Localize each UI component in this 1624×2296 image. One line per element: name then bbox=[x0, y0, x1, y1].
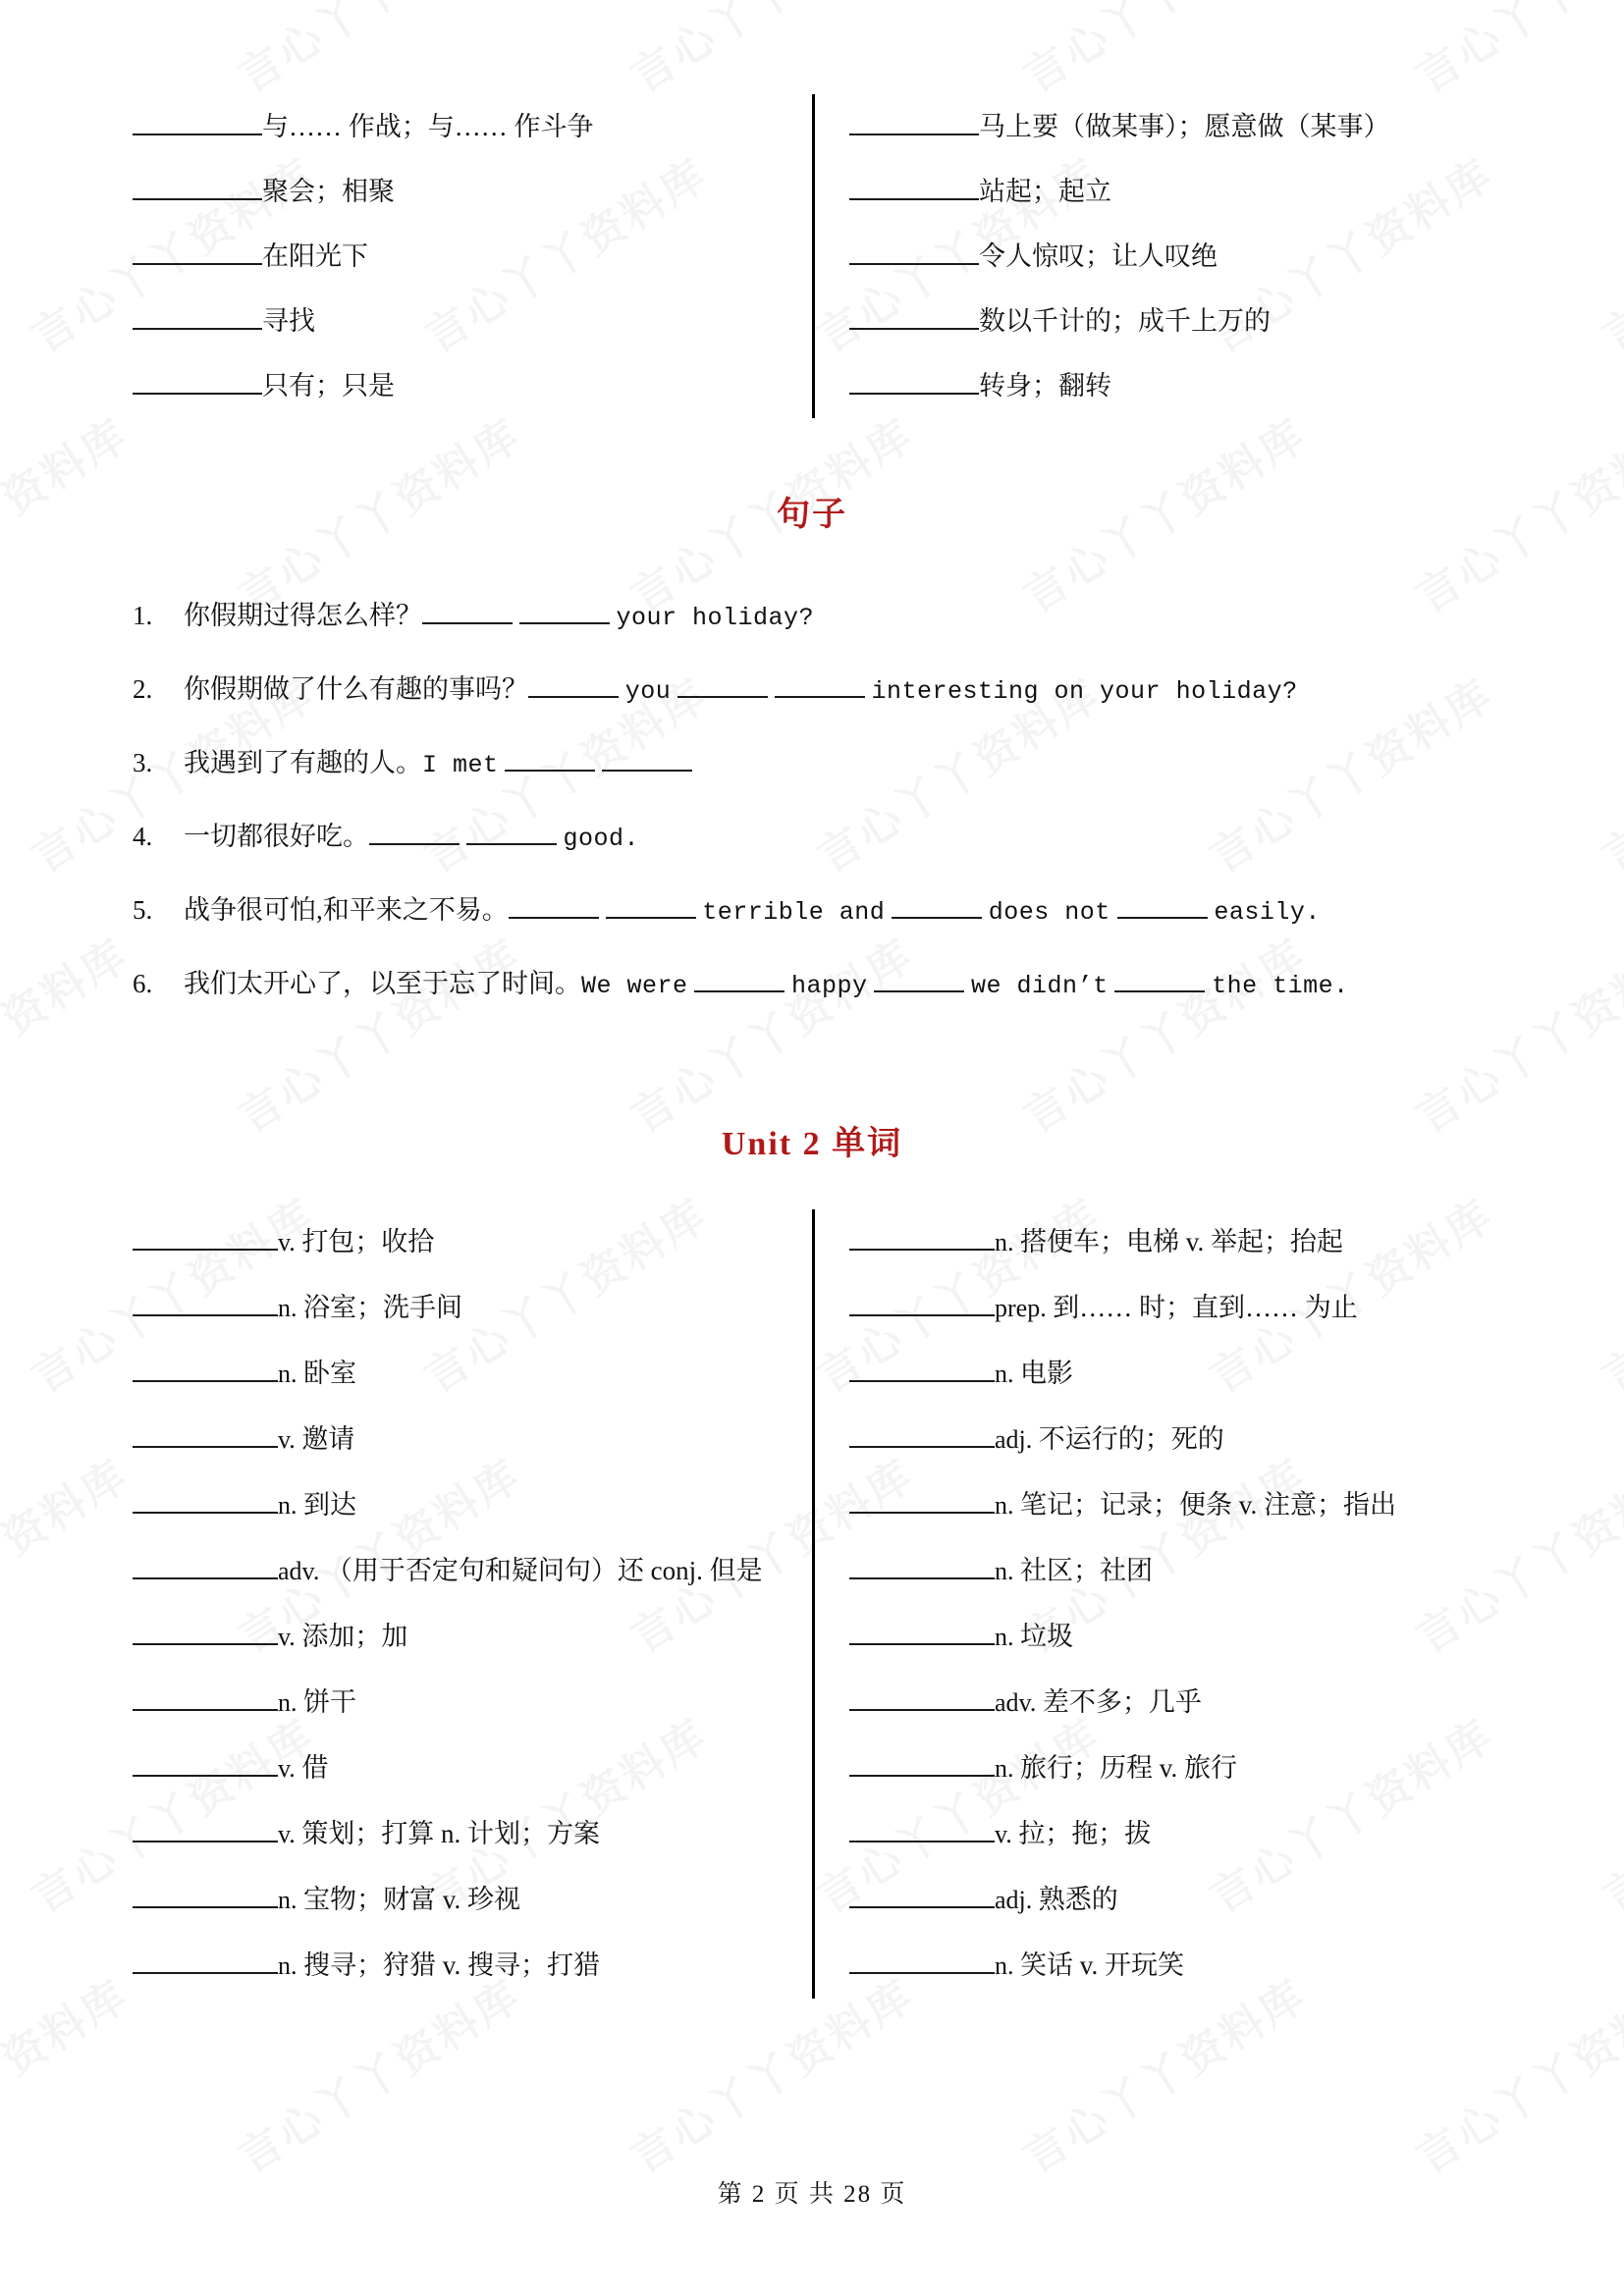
part-of-speech: v. bbox=[278, 1754, 302, 1783]
unit2-section-heading: Unit 2 单词 bbox=[721, 1126, 903, 1162]
answer-blank[interactable] bbox=[602, 743, 692, 772]
sentence-text-en: I met bbox=[422, 751, 499, 779]
answer-blank[interactable] bbox=[677, 669, 768, 698]
sentence-item bbox=[133, 580, 1491, 654]
vocab-entry bbox=[849, 1209, 1491, 1275]
column-divider bbox=[812, 1209, 815, 1999]
top-spacer bbox=[133, 0, 1491, 94]
answer-blank[interactable] bbox=[133, 1222, 278, 1251]
vocab-entry bbox=[849, 1867, 1491, 1933]
answer-blank[interactable] bbox=[133, 1485, 278, 1514]
answer-blank[interactable] bbox=[466, 817, 557, 845]
vocab-entry bbox=[849, 159, 1491, 224]
phrase-column-left bbox=[133, 94, 812, 418]
entry-meaning: 笔记；记录；便条 v. 注意；指出 bbox=[1020, 1490, 1396, 1520]
answer-blank[interactable] bbox=[133, 1814, 278, 1842]
vocab-entry bbox=[133, 1670, 783, 1735]
sentence-text-cn: 一切都很好吃。 bbox=[184, 822, 369, 851]
sentence-number: 3. bbox=[133, 748, 153, 777]
vocab-entry bbox=[849, 1801, 1491, 1867]
vocab-entry bbox=[849, 1472, 1491, 1538]
vocab-entry bbox=[849, 1341, 1491, 1407]
sentence-body bbox=[184, 727, 1491, 801]
entry-meaning: 添加；加 bbox=[301, 1622, 408, 1651]
answer-blank[interactable] bbox=[133, 1748, 278, 1777]
answer-blank[interactable] bbox=[133, 1617, 278, 1645]
part-of-speech: n. bbox=[278, 1491, 303, 1520]
part-of-speech: n. bbox=[995, 1228, 1020, 1256]
answer-blank[interactable] bbox=[849, 1814, 995, 1842]
sentence-text-cn: 我们太开心了，以至于忘了时间。 bbox=[184, 969, 581, 998]
answer-blank[interactable] bbox=[133, 366, 262, 395]
entry-meaning: 卧室 bbox=[303, 1359, 356, 1388]
vocab-entry bbox=[133, 1341, 783, 1407]
vocab-entry bbox=[133, 1407, 783, 1472]
part-of-speech: n. bbox=[278, 1294, 303, 1322]
vocab-entry bbox=[133, 353, 783, 418]
vocab-entry bbox=[133, 1867, 783, 1933]
entry-meaning: 马上要（做某事）；愿意做（某事） bbox=[979, 112, 1390, 141]
sentence-list bbox=[133, 580, 1491, 1022]
phrase-section bbox=[133, 94, 1491, 418]
answer-blank[interactable] bbox=[849, 1419, 995, 1448]
unit2-word-section bbox=[133, 1209, 1491, 1999]
vocab-entry bbox=[133, 289, 783, 353]
part-of-speech: adj. bbox=[995, 1886, 1039, 1914]
entry-meaning: 熟悉的 bbox=[1038, 1885, 1118, 1914]
entry-meaning: 宝物；财富 v. 珍视 bbox=[303, 1885, 520, 1914]
answer-blank[interactable] bbox=[133, 1880, 278, 1908]
answer-blank[interactable] bbox=[849, 1682, 995, 1711]
unit2-column-right bbox=[812, 1209, 1491, 1999]
entry-meaning: 浴室；洗手间 bbox=[303, 1293, 462, 1322]
sentence-number: 4. bbox=[133, 822, 153, 851]
entry-meaning: （用于否定句和疑问句）还 conj. 但是 bbox=[325, 1556, 763, 1585]
sentence-text-en: interesting on your holiday? bbox=[871, 677, 1298, 706]
vocab-entry bbox=[849, 1275, 1491, 1341]
vocab-entry bbox=[849, 224, 1491, 289]
entry-meaning: 聚会；相聚 bbox=[262, 177, 395, 206]
entry-meaning: 拉；拖；拔 bbox=[1018, 1819, 1152, 1848]
answer-blank[interactable] bbox=[133, 1288, 278, 1316]
answer-blank[interactable] bbox=[849, 1946, 995, 1974]
sentence-text-cn: 你假期做了什么有趣的事吗？ bbox=[184, 674, 528, 704]
answer-blank[interactable] bbox=[849, 1748, 995, 1777]
section-spacer-2 bbox=[133, 1022, 1491, 1116]
unit2-heading-spacer bbox=[133, 1164, 1491, 1209]
entry-meaning: 垃圾 bbox=[1020, 1622, 1073, 1651]
sentence-text-cn: 战争很可怕,和平来之不易。 bbox=[184, 895, 509, 925]
sentence-text-en: does not bbox=[988, 898, 1110, 927]
answer-blank[interactable] bbox=[133, 1946, 278, 1974]
sentence-item bbox=[133, 654, 1491, 727]
part-of-speech: n. bbox=[278, 1951, 303, 1980]
sentence-text-en: your holiday? bbox=[616, 604, 815, 632]
answer-blank[interactable] bbox=[509, 890, 599, 919]
phrase-column-right bbox=[812, 94, 1491, 418]
entry-meaning: 站起；起立 bbox=[979, 177, 1111, 206]
entry-meaning: 转身；翻转 bbox=[979, 371, 1111, 400]
column-divider bbox=[812, 94, 815, 418]
sentence-text-en: terrible and bbox=[702, 898, 886, 927]
sentence-body bbox=[184, 654, 1491, 727]
sentence-item bbox=[133, 801, 1491, 875]
vocab-entry bbox=[133, 1538, 783, 1604]
heading-spacer bbox=[133, 535, 1491, 580]
answer-blank[interactable] bbox=[874, 964, 964, 992]
answer-blank[interactable] bbox=[133, 1419, 278, 1448]
vocab-entry bbox=[133, 94, 783, 159]
vocab-entry bbox=[849, 1407, 1491, 1472]
entry-meaning: 到…… 时；直到…… 为止 bbox=[1053, 1293, 1358, 1322]
sentence-text-cn: 你假期过得怎么样？ bbox=[184, 601, 422, 630]
vocab-entry bbox=[133, 1604, 783, 1670]
vocab-entry bbox=[133, 1472, 783, 1538]
page-footer: 第 2 页 共 28 页 bbox=[717, 2181, 907, 2208]
answer-blank[interactable] bbox=[422, 596, 513, 624]
entry-meaning: 在阳光下 bbox=[262, 241, 368, 271]
entry-meaning: 笑话 v. 开玩笑 bbox=[1020, 1950, 1184, 1980]
answer-blank[interactable] bbox=[505, 743, 595, 772]
entry-meaning: 不运行的；死的 bbox=[1038, 1424, 1224, 1454]
answer-blank[interactable] bbox=[1117, 890, 1208, 919]
entry-meaning: 旅行；历程 v. 旅行 bbox=[1020, 1753, 1237, 1783]
entry-meaning: 令人惊叹；让人叹绝 bbox=[979, 241, 1218, 271]
sentence-text-cn: 我遇到了有趣的人。 bbox=[184, 748, 422, 777]
answer-blank[interactable] bbox=[133, 107, 262, 135]
entry-meaning: 借 bbox=[301, 1753, 329, 1783]
sentence-number: 5. bbox=[133, 895, 153, 925]
part-of-speech: n. bbox=[995, 1754, 1020, 1783]
part-of-speech: prep. bbox=[995, 1294, 1054, 1322]
answer-blank[interactable] bbox=[849, 301, 979, 330]
part-of-speech: n. bbox=[278, 1360, 303, 1388]
vocab-entry bbox=[133, 1209, 783, 1275]
vocab-entry bbox=[133, 1801, 783, 1867]
entry-meaning: 搭便车；电梯 v. 举起；抬起 bbox=[1020, 1227, 1343, 1256]
answer-blank[interactable] bbox=[849, 1617, 995, 1645]
part-of-speech: v. bbox=[278, 1425, 302, 1454]
answer-blank[interactable] bbox=[849, 237, 979, 265]
part-of-speech: n. bbox=[278, 1688, 303, 1717]
part-of-speech: n. bbox=[995, 1951, 1020, 1980]
answer-blank[interactable] bbox=[1114, 964, 1205, 992]
vocab-entry bbox=[133, 224, 783, 289]
sentence-text-en: we didn’t bbox=[971, 972, 1109, 1000]
part-of-speech: adj. bbox=[995, 1425, 1039, 1454]
sentence-number: 6. bbox=[133, 969, 153, 998]
answer-blank[interactable] bbox=[133, 301, 262, 330]
sentence-number: 1. bbox=[133, 601, 153, 630]
sentence-text-en: the time. bbox=[1212, 972, 1349, 1000]
part-of-speech: v. bbox=[278, 1228, 302, 1256]
part-of-speech: adv. bbox=[278, 1557, 326, 1585]
answer-blank[interactable] bbox=[133, 237, 262, 265]
answer-blank[interactable] bbox=[849, 172, 979, 200]
sentence-text-en: happy bbox=[791, 972, 868, 1000]
entry-meaning: 与…… 作战；与…… 作斗争 bbox=[262, 112, 594, 141]
part-of-speech: n. bbox=[278, 1886, 303, 1914]
answer-blank[interactable] bbox=[849, 366, 979, 395]
vocab-entry bbox=[133, 1275, 783, 1341]
entry-meaning: 电影 bbox=[1020, 1359, 1073, 1388]
vocab-entry bbox=[849, 1933, 1491, 1999]
answer-blank[interactable] bbox=[694, 964, 785, 992]
sentence-item bbox=[133, 875, 1491, 948]
vocab-entry bbox=[849, 1604, 1491, 1670]
vocab-entry bbox=[849, 289, 1491, 353]
answer-blank[interactable] bbox=[133, 172, 262, 200]
vocab-entry bbox=[133, 1735, 783, 1801]
vocab-entry bbox=[849, 1538, 1491, 1604]
vocab-entry bbox=[133, 159, 783, 224]
part-of-speech: adv. bbox=[995, 1688, 1043, 1717]
sentence-text-en: We were bbox=[581, 972, 688, 1000]
entry-meaning: 饼干 bbox=[303, 1687, 356, 1717]
answer-blank[interactable] bbox=[528, 669, 619, 698]
vocab-entry bbox=[849, 1670, 1491, 1735]
answer-blank[interactable] bbox=[133, 1551, 278, 1579]
answer-blank[interactable] bbox=[849, 1485, 995, 1514]
answer-blank[interactable] bbox=[849, 1288, 995, 1316]
answer-blank[interactable] bbox=[849, 107, 979, 135]
sentence-section-heading: 句子 bbox=[777, 497, 847, 533]
sentence-item bbox=[133, 948, 1491, 1022]
answer-blank[interactable] bbox=[849, 1354, 995, 1382]
sentence-text-en: good. bbox=[563, 825, 640, 853]
vocab-entry bbox=[849, 94, 1491, 159]
entry-meaning: 社区；社团 bbox=[1020, 1556, 1153, 1585]
part-of-speech: n. bbox=[995, 1557, 1020, 1585]
part-of-speech: v. bbox=[278, 1623, 302, 1651]
sentence-item bbox=[133, 727, 1491, 801]
sentence-text-en: you bbox=[624, 677, 672, 706]
answer-blank[interactable] bbox=[849, 1222, 995, 1251]
answer-blank[interactable] bbox=[775, 669, 865, 698]
answer-blank[interactable] bbox=[849, 1551, 995, 1579]
entry-meaning: 邀请 bbox=[301, 1424, 355, 1454]
vocab-entry bbox=[133, 1933, 783, 1999]
answer-blank[interactable] bbox=[519, 596, 610, 624]
answer-blank[interactable] bbox=[133, 1354, 278, 1382]
answer-blank[interactable] bbox=[133, 1682, 278, 1711]
entry-meaning: 搜寻；狩猎 v. 搜寻；打猎 bbox=[303, 1950, 600, 1980]
entry-meaning: 只有；只是 bbox=[262, 371, 395, 400]
part-of-speech: v. bbox=[995, 1820, 1019, 1848]
entry-meaning: 寻找 bbox=[262, 306, 315, 336]
answer-blank[interactable] bbox=[369, 817, 460, 845]
part-of-speech: n. bbox=[995, 1360, 1020, 1388]
section-spacer bbox=[133, 418, 1491, 487]
part-of-speech: n. bbox=[995, 1623, 1020, 1651]
answer-blank[interactable] bbox=[606, 890, 696, 919]
part-of-speech: n. bbox=[995, 1491, 1020, 1520]
answer-blank[interactable] bbox=[849, 1880, 995, 1908]
part-of-speech: v. bbox=[278, 1820, 302, 1848]
entry-meaning: 打包；收拾 bbox=[301, 1227, 435, 1256]
sentence-body bbox=[184, 875, 1491, 948]
sentence-body bbox=[184, 948, 1491, 1022]
sentence-body bbox=[184, 580, 1491, 654]
vocab-entry bbox=[849, 1735, 1491, 1801]
entry-meaning: 数以千计的；成千上万的 bbox=[979, 306, 1271, 336]
entry-meaning: 策划；打算 n. 计划；方案 bbox=[301, 1819, 601, 1848]
answer-blank[interactable] bbox=[892, 890, 982, 919]
entry-meaning: 差不多；几乎 bbox=[1042, 1687, 1202, 1717]
unit2-column-left bbox=[133, 1209, 812, 1999]
vocab-entry bbox=[849, 353, 1491, 418]
sentence-number: 2. bbox=[133, 674, 153, 704]
sentence-text-en: easily. bbox=[1214, 898, 1321, 927]
entry-meaning: 到达 bbox=[303, 1490, 356, 1520]
sentence-body bbox=[184, 801, 1491, 875]
